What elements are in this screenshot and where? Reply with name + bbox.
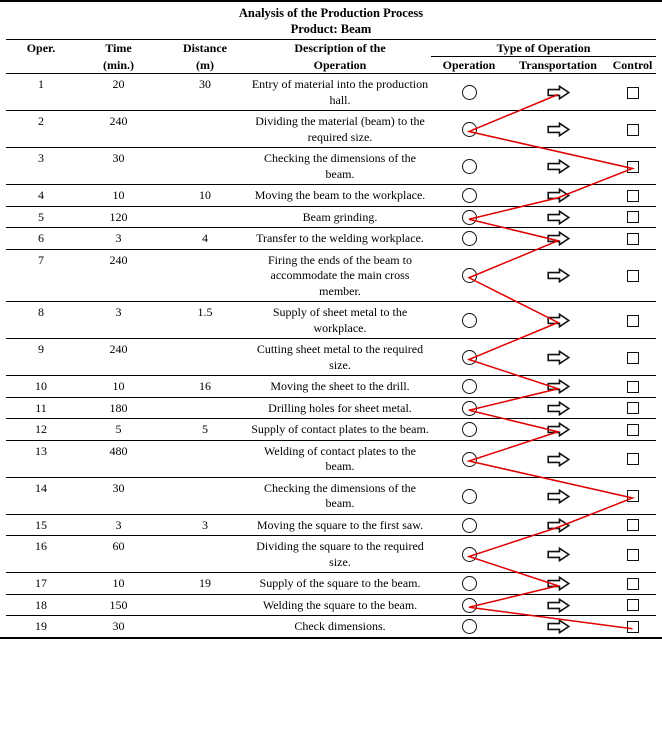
oper-cell: 4: [38, 188, 44, 202]
control-square-icon: [627, 424, 639, 436]
operation-circle-icon: [462, 489, 477, 504]
distance-cell: 1.5: [197, 305, 213, 319]
control-square-icon: [627, 161, 639, 173]
col-description: Description of the: [294, 41, 386, 55]
time-cell: 240: [109, 252, 128, 267]
operation-circle-icon: [462, 268, 477, 283]
distance-cell: 4: [202, 231, 208, 245]
oper-cell: 7: [38, 252, 44, 267]
transportation-arrow-icon: [547, 122, 570, 137]
operation-cell: [431, 77, 507, 108]
operation-cell: [431, 379, 507, 395]
col-oper: Oper.: [26, 41, 56, 55]
transportation-arrow-icon: [547, 547, 570, 562]
distance-cell: [161, 151, 249, 182]
transportation-arrow-icon: [547, 350, 570, 365]
description-cell: Entry of material into the production hall.: [251, 77, 429, 107]
transportation-cell: [507, 401, 609, 417]
oper-cell: 12: [35, 422, 47, 436]
description-cell: Supply of sheet metal to the workplace.: [272, 305, 408, 335]
time-cell: 20: [112, 77, 125, 91]
time-cell: 5: [115, 422, 122, 436]
transportation-cell: [507, 305, 609, 336]
table-row: [6, 250, 656, 303]
control-cell: [609, 481, 656, 512]
operation-cell: [431, 422, 507, 438]
control-square-icon: [627, 490, 639, 502]
control-cell: [609, 422, 656, 438]
transportation-cell: [507, 114, 609, 145]
time-cell: 30: [112, 619, 125, 633]
description-cell: Beam grinding.: [302, 209, 378, 224]
oper-cell: 3: [38, 151, 44, 165]
operation-cell: [431, 539, 507, 570]
time-cell: 180: [109, 400, 128, 415]
table-row: [6, 148, 656, 185]
oper-cell: 13: [35, 443, 47, 458]
oper-cell: 14: [35, 480, 47, 495]
transportation-cell: [507, 619, 609, 635]
control-square-icon: [627, 352, 639, 364]
transportation-arrow-icon: [547, 379, 570, 394]
oper-cell: 6: [38, 231, 44, 245]
col-distance: Distance: [183, 41, 227, 55]
control-square-icon: [627, 87, 639, 99]
transportation-cell: [507, 422, 609, 438]
transportation-arrow-icon: [547, 518, 570, 533]
distance-cell: 10: [199, 188, 211, 202]
distance-cell: [161, 401, 249, 417]
table-body: [6, 74, 656, 637]
control-square-icon: [627, 621, 639, 633]
table-row: [6, 398, 656, 420]
description-cell: Checking the dimensions of the beam.: [264, 480, 416, 510]
transportation-arrow-icon: [547, 188, 570, 203]
operation-circle-icon: [462, 452, 477, 467]
operation-cell: [431, 444, 507, 475]
distance-cell: [161, 253, 249, 300]
time-cell: 3: [115, 305, 122, 319]
control-cell: [609, 619, 656, 635]
operation-cell: [431, 151, 507, 182]
control-square-icon: [627, 124, 639, 136]
transportation-cell: [507, 210, 609, 226]
time-cell: 480: [109, 443, 128, 458]
operation-cell: [431, 619, 507, 635]
transportation-arrow-icon: [547, 231, 570, 246]
oper-cell: 18: [35, 597, 47, 612]
col-description-line2: Operation: [313, 58, 367, 72]
table-header: [6, 39, 656, 74]
table-row: [6, 573, 656, 595]
table-row: [6, 536, 656, 573]
transportation-cell: [507, 444, 609, 475]
transportation-arrow-icon: [547, 85, 570, 100]
table-row: [6, 339, 656, 376]
control-cell: [609, 598, 656, 614]
transportation-cell: [507, 253, 609, 300]
operation-cell: [431, 598, 507, 614]
distance-cell: [161, 598, 249, 614]
table-row: [6, 515, 656, 537]
distance-cell: [161, 539, 249, 570]
col-operation: Operation: [442, 58, 496, 72]
distance-cell: [161, 114, 249, 145]
oper-cell: 2: [38, 114, 44, 128]
distance-cell: [161, 619, 249, 635]
time-cell: 150: [109, 597, 128, 612]
control-square-icon: [627, 453, 639, 465]
distance-cell: 19: [199, 576, 211, 590]
distance-cell: [161, 342, 249, 373]
transportation-arrow-icon: [547, 598, 570, 613]
control-square-icon: [627, 211, 639, 223]
operation-circle-icon: [462, 518, 477, 533]
operation-circle-icon: [462, 159, 477, 174]
control-cell: [609, 188, 656, 204]
operation-cell: [431, 401, 507, 417]
operation-circle-icon: [462, 619, 477, 634]
table-subtitle: Product: Beam: [290, 22, 372, 36]
oper-cell: 1: [38, 77, 44, 91]
operation-cell: [431, 210, 507, 226]
transportation-cell: [507, 539, 609, 570]
operation-circle-icon: [462, 313, 477, 328]
operation-circle-icon: [462, 576, 477, 591]
table-row: [6, 302, 656, 339]
description-cell: Firing the ends of the beam to accommodate the main cross member.: [268, 252, 412, 298]
table-row: [6, 478, 656, 515]
control-square-icon: [627, 270, 639, 282]
operation-circle-icon: [462, 422, 477, 437]
description-cell: Welding the square to the beam.: [262, 597, 418, 612]
control-square-icon: [627, 381, 639, 393]
distance-cell: 30: [199, 77, 211, 91]
description-cell: Dividing the square to the required size.: [256, 539, 424, 569]
distance-cell: 16: [199, 379, 211, 393]
table-row: [6, 111, 656, 148]
description-cell: Supply of contact plates to the beam.: [251, 422, 429, 436]
transportation-arrow-icon: [547, 489, 570, 504]
operation-circle-icon: [462, 122, 477, 137]
operation-circle-icon: [462, 598, 477, 613]
transportation-arrow-icon: [547, 159, 570, 174]
operation-cell: [431, 342, 507, 373]
control-cell: [609, 114, 656, 145]
oper-cell: 16: [35, 539, 47, 553]
time-cell: 10: [112, 379, 125, 393]
control-square-icon: [627, 402, 639, 414]
transportation-cell: [507, 151, 609, 182]
oper-cell: 11: [35, 400, 47, 415]
control-square-icon: [627, 233, 639, 245]
operation-cell: [431, 481, 507, 512]
transportation-arrow-icon: [547, 576, 570, 591]
control-cell: [609, 253, 656, 300]
distance-cell: [161, 210, 249, 226]
operation-cell: [431, 576, 507, 592]
transportation-cell: [507, 77, 609, 108]
control-square-icon: [627, 578, 639, 590]
transportation-cell: [507, 481, 609, 512]
transportation-cell: [507, 342, 609, 373]
col-type-of-operation: Type of Operation: [431, 40, 656, 57]
control-square-icon: [627, 315, 639, 327]
control-cell: [609, 210, 656, 226]
control-square-icon: [627, 599, 639, 611]
transportation-cell: [507, 576, 609, 592]
control-cell: [609, 576, 656, 592]
time-cell: 60: [112, 539, 125, 553]
control-cell: [609, 231, 656, 247]
time-cell: 240: [109, 114, 128, 128]
control-cell: [609, 379, 656, 395]
operation-circle-icon: [462, 379, 477, 394]
control-cell: [609, 342, 656, 373]
oper-cell: 15: [35, 517, 47, 532]
operation-cell: [431, 114, 507, 145]
transportation-arrow-icon: [547, 313, 570, 328]
control-cell: [609, 151, 656, 182]
description-cell: Transfer to the welding workplace.: [256, 231, 424, 245]
time-cell: 240: [109, 342, 128, 356]
transportation-arrow-icon: [547, 210, 570, 225]
table-row: [6, 185, 656, 207]
operation-circle-icon: [462, 547, 477, 562]
oper-cell: 19: [35, 619, 47, 633]
transportation-cell: [507, 231, 609, 247]
description-cell: Check dimensions.: [294, 619, 386, 633]
distance-cell: [161, 481, 249, 512]
control-square-icon: [627, 190, 639, 202]
operation-circle-icon: [462, 188, 477, 203]
col-control: Control: [612, 58, 653, 72]
table-row: [6, 228, 656, 250]
oper-cell: 9: [38, 342, 44, 356]
transportation-arrow-icon: [547, 452, 570, 467]
transportation-arrow-icon: [547, 268, 570, 283]
description-cell: Moving the beam to the workplace.: [254, 188, 426, 202]
transportation-cell: [507, 518, 609, 534]
control-cell: [609, 401, 656, 417]
table-row: [6, 595, 656, 617]
time-cell: 10: [112, 576, 125, 590]
description-cell: Moving the square to the first saw.: [256, 517, 424, 532]
table-title: Analysis of the Production Process: [238, 6, 424, 20]
control-cell: [609, 518, 656, 534]
oper-cell: 5: [38, 209, 44, 224]
distance-cell: 3: [202, 517, 208, 532]
control-cell: [609, 77, 656, 108]
operation-circle-icon: [462, 85, 477, 100]
description-cell: Drilling holes for sheet metal.: [268, 400, 412, 415]
description-cell: Cutting sheet metal to the required size.: [256, 342, 424, 372]
distance-cell: [161, 444, 249, 475]
description-cell: Welding of contact plates to the beam.: [264, 443, 416, 473]
description-cell: Moving the sheet to the drill.: [270, 379, 410, 393]
table-row: [6, 207, 656, 229]
operation-cell: [431, 253, 507, 300]
operation-cell: [431, 305, 507, 336]
transportation-cell: [507, 379, 609, 395]
col-transportation: Transportation: [519, 58, 597, 72]
table-row: [6, 419, 656, 441]
control-cell: [609, 539, 656, 570]
time-cell: 120: [109, 209, 128, 224]
operation-circle-icon: [462, 231, 477, 246]
operation-circle-icon: [462, 401, 477, 416]
time-cell: 30: [112, 151, 125, 165]
transportation-cell: [507, 598, 609, 614]
transportation-cell: [507, 188, 609, 204]
table-row: [6, 616, 656, 637]
operation-cell: [431, 188, 507, 204]
control-cell: [609, 305, 656, 336]
operation-cell: [431, 518, 507, 534]
control-cell: [609, 444, 656, 475]
time-cell: 30: [112, 480, 125, 495]
distance-cell: 5: [202, 422, 208, 436]
time-cell: 3: [115, 517, 122, 532]
time-cell: 3: [115, 231, 122, 245]
oper-cell: 8: [38, 305, 44, 319]
table-row: [6, 441, 656, 478]
transportation-arrow-icon: [547, 422, 570, 437]
control-square-icon: [627, 519, 639, 531]
col-distance-unit: (m): [196, 58, 214, 72]
description-cell: Checking the dimensions of the beam.: [264, 151, 416, 181]
table-row: [6, 376, 656, 398]
transportation-arrow-icon: [547, 619, 570, 634]
col-time-unit: (min.): [103, 58, 134, 72]
time-cell: 10: [112, 188, 125, 202]
description-cell: Supply of the square to the beam.: [259, 576, 421, 590]
oper-cell: 10: [35, 379, 47, 393]
operation-circle-icon: [462, 350, 477, 365]
col-time: Time: [105, 41, 132, 55]
oper-cell: 17: [35, 576, 47, 590]
operation-circle-icon: [462, 210, 477, 225]
description-cell: Dividing the material (beam) to the required size.: [255, 114, 425, 144]
control-square-icon: [627, 549, 639, 561]
table-row: [6, 74, 656, 111]
transportation-arrow-icon: [547, 401, 570, 416]
operation-cell: [431, 231, 507, 247]
